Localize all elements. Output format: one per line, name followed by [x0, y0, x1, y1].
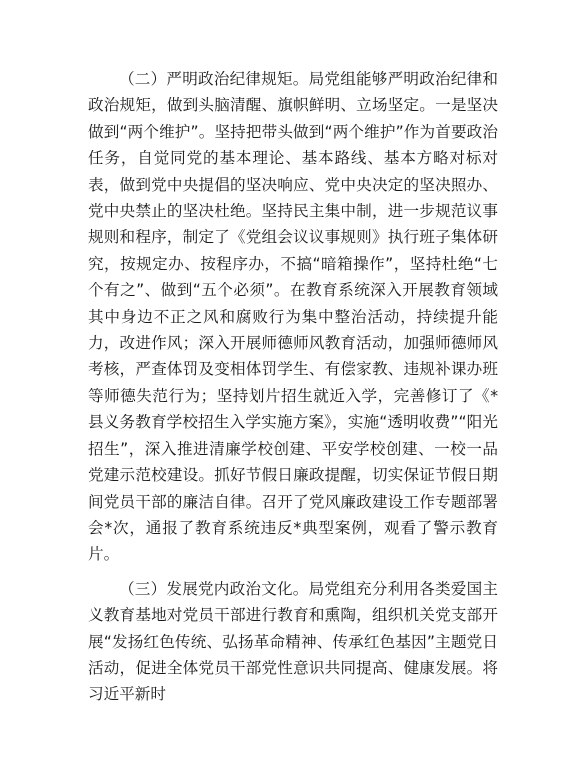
paragraph-political-discipline: （二）严明政治纪律规矩。局党组能够严明政治纪律和政治规矩，做到头脑清醒、旗帜鲜明、立场坚定。一是坚决做到“两个维护”。坚持把带头做到“两个维护”作为首要政治任务，自觉同党的基本理论、基本路线、基本方略对标对表，做到党中央提倡的坚决响应、党中央决定的坚决照办、党中央禁止的坚决杜绝。坚持民主集中制，进一步规范议事规则和程序，制定了《党组会议议事规则》执行班子集体研究，按规定办、按程序办，不搞“暗箱操作”，坚持杜绝“七个有之”、做到“五个必须”。在教育系统深入开展教育领域其中身边不正之风和腐败行为集中整治活动，持续提升能力，改进作风；深入开展师德师风教育活动，加强师德师风考核，严查体罚及变相体罚学生、有偿家教、违规补课办班等师德失范行为；坚持划片招生就近入学，完善修订了《*县义务教育学校招生入学实施方案》，实施“透明收费”“阳光招生”，深入推进清廉学校创建、平安学校创建、一校一品党建示范校建设。抓好节假日廉政提醒，切实保证节假日期间党员干部的廉洁自律。召开了党风廉政建设工作专题部署会*次，通报了教育系统违反*典型案例，观看了警示教育片。	[88, 70, 498, 564]
paragraph-political-culture: （三）发展党内政治文化。局党组充分利用各类爱国主义教育基地对党员干部进行教育和熏陶，组织机关党支部开展“发扬红色传统、弘扬革命精神、传承红色基因”主题党日活动，促进全体党员干部党性意识共同提高、健康发展。将习近平新时	[88, 579, 498, 704]
document-body	[88, 66, 498, 708]
